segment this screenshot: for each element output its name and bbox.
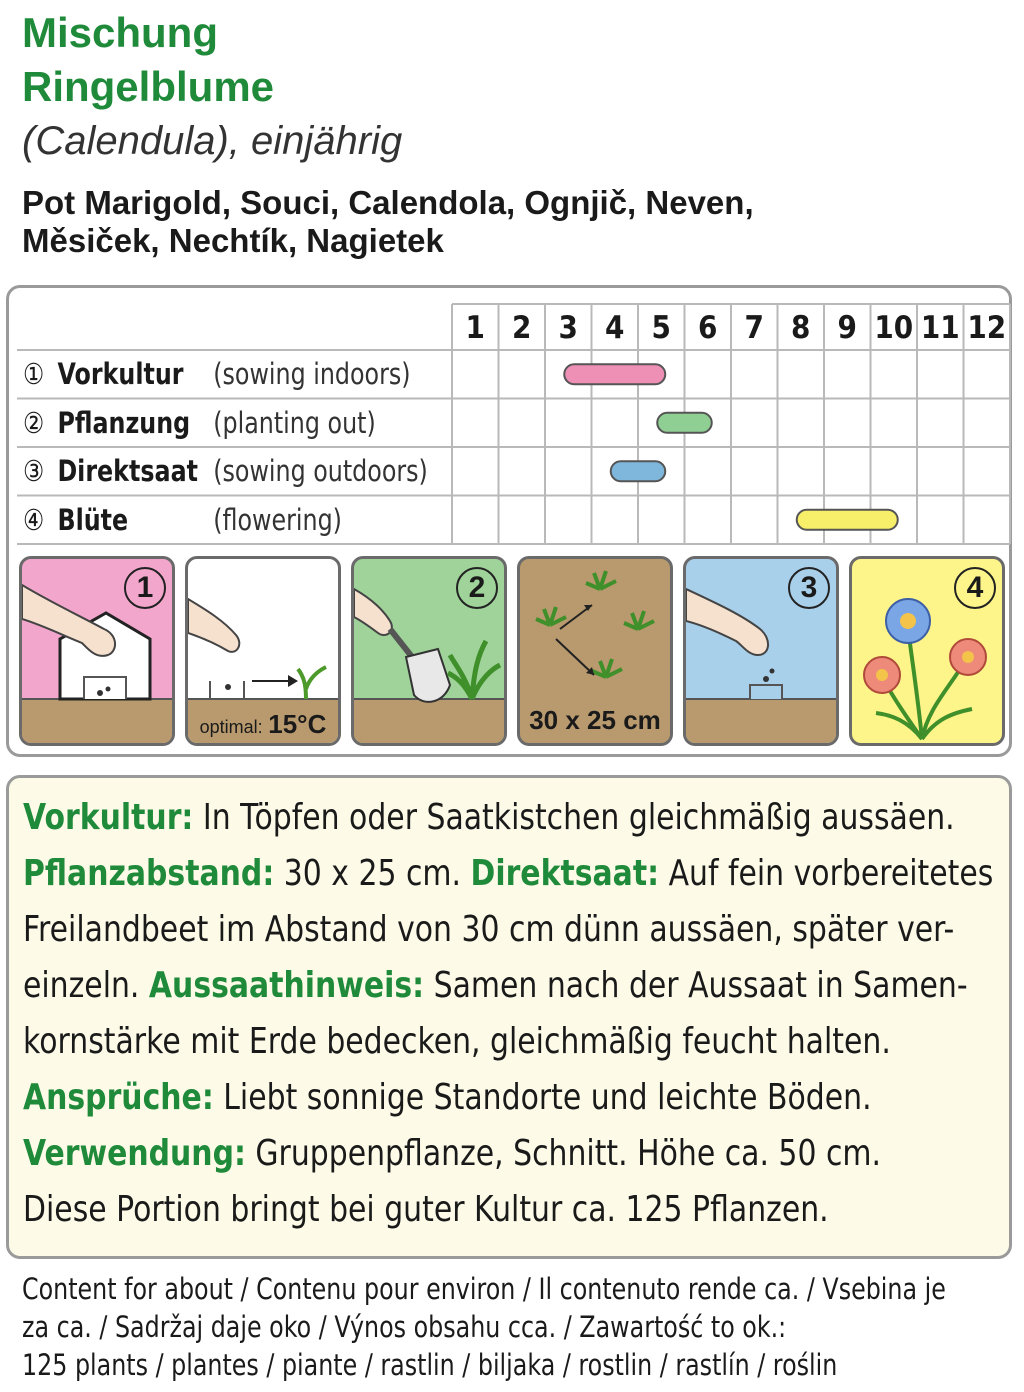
row-label-english: (sowing indoors) xyxy=(213,357,411,391)
pictogram-planting-out xyxy=(351,556,507,746)
period-bar-2 xyxy=(657,413,712,433)
label-vorkultur: Vorkultur: xyxy=(23,797,194,838)
calendar-row-label xyxy=(23,498,342,542)
label-direktsaat: Direktsaat: xyxy=(470,853,660,894)
temperature-prefix: optimal: xyxy=(199,717,263,737)
info-line-7 xyxy=(23,1126,936,1182)
text-ansprueche: Liebt sonnige Standorte und leichte Böden. xyxy=(213,1077,872,1118)
label-verwendung: Verwendung: xyxy=(23,1133,246,1174)
latin-name: (Calendula), einjährig xyxy=(22,119,403,163)
row-number: ④ xyxy=(23,502,45,537)
row-label-german: Vorkultur xyxy=(57,357,184,391)
pictogram-sowing-indoors xyxy=(19,556,175,746)
pictogram-plant-spacing xyxy=(517,556,673,746)
label-pflanzabstand: Pflanzabstand: xyxy=(23,853,275,894)
month-label: 11 xyxy=(920,310,960,346)
month-label: 6 xyxy=(698,310,718,346)
text-aussaathinweis: Samen nach der Aussaat in Samen- xyxy=(424,965,968,1006)
info-line-1 xyxy=(23,790,955,846)
month-label: 3 xyxy=(558,310,578,346)
text-vorkultur: In Töpfen oder Saatkistchen gleichmäßig aussäen. xyxy=(193,797,955,838)
pictogram-strip xyxy=(19,556,1009,748)
month-label: 2 xyxy=(512,310,532,346)
temperature-value: 15°C xyxy=(268,709,327,739)
germination-temperature xyxy=(188,709,338,740)
calendar-panel xyxy=(6,285,1012,757)
period-bar-1 xyxy=(564,364,665,384)
common-names-line-2: Měsiček, Nechtík, Nagietek xyxy=(22,222,444,259)
step-badge-2: 2 xyxy=(456,567,498,609)
period-bar-3 xyxy=(611,461,666,481)
plant-spacing-label: 30 x 25 cm xyxy=(529,705,661,735)
row-number: ② xyxy=(23,405,45,440)
info-line-5: kornstärke mit Erde bedecken, gleichmäßig feucht halten. xyxy=(23,1021,891,1062)
info-line-8: Diese Portion bringt bei guter Kultur ca. 125 Pflanzen. xyxy=(23,1189,829,1230)
row-label-english: (flowering) xyxy=(213,502,342,537)
row-label-german: Blüte xyxy=(57,502,129,537)
title-line-1: Mischung xyxy=(22,9,218,56)
label-aussaathinweis: Aussaathinweis: xyxy=(148,965,425,1006)
info-line-3: Freilandbeet im Abstand von 30 cm dünn aussäen, später ver- xyxy=(23,909,955,950)
content-footer xyxy=(22,1270,990,1384)
pictogram-germination-temperature xyxy=(185,556,341,746)
month-label: 7 xyxy=(744,310,764,346)
row-number: ③ xyxy=(23,454,45,488)
info-line-2 xyxy=(23,846,994,902)
calendar-row-label xyxy=(23,352,411,396)
month-label: 5 xyxy=(651,310,671,346)
step-badge-4: 4 xyxy=(954,567,996,609)
step-badge-3: 3 xyxy=(788,567,830,609)
pictogram-flowering xyxy=(849,556,1005,746)
month-label: 10 xyxy=(874,310,914,346)
footer-line-2: za ca. / Sadržaj daje oko / Výnos obsahu cca. / Zawartość to ok.: xyxy=(22,1310,787,1344)
instructions-box xyxy=(6,775,1012,1259)
text-verwendung: Gruppenpflanze, Schnitt. Höhe ca. 50 cm. xyxy=(245,1133,881,1174)
text-vereinzeln: einzeln. xyxy=(23,965,149,1006)
month-label: 12 xyxy=(967,310,1007,346)
text-direktsaat: Auf fein vorbereitetes xyxy=(659,853,994,894)
common-names-line-1: Pot Marigold, Souci, Calendola, Ognjič, Neven, xyxy=(22,184,754,221)
step-badge-1: 1 xyxy=(124,567,166,609)
label-ansprueche: Ansprüche: xyxy=(23,1077,214,1118)
row-number: ① xyxy=(23,357,45,391)
footer-line-3: 125 plants / plantes / piante / rastlin / biljaka / rostlin / rastlín / roślin xyxy=(22,1348,838,1382)
period-bar-4 xyxy=(797,510,898,530)
month-label: 1 xyxy=(465,310,485,346)
title-line-2: Ringelblume xyxy=(22,63,275,110)
month-label: 8 xyxy=(791,310,811,346)
month-label: 4 xyxy=(605,310,625,346)
footer-line-1: Content for about / Contenu pour environ / Il contenuto rende ca. / Vsebina je xyxy=(22,1272,946,1306)
common-names xyxy=(22,184,1002,260)
row-label-english: (planting out) xyxy=(213,405,376,440)
row-label-german: Pflanzung xyxy=(57,405,191,440)
month-label: 9 xyxy=(837,310,857,346)
info-line-6 xyxy=(23,1070,936,1126)
row-label-german: Direktsaat xyxy=(57,454,198,488)
info-line-4 xyxy=(23,958,968,1014)
pictogram-sowing-outdoors xyxy=(683,556,839,746)
calendar-row-label xyxy=(23,401,376,445)
row-label-english: (sowing outdoors) xyxy=(213,454,428,488)
calendar-row-label xyxy=(23,449,428,493)
text-pflanzabstand: 30 x 25 cm. xyxy=(274,853,471,894)
